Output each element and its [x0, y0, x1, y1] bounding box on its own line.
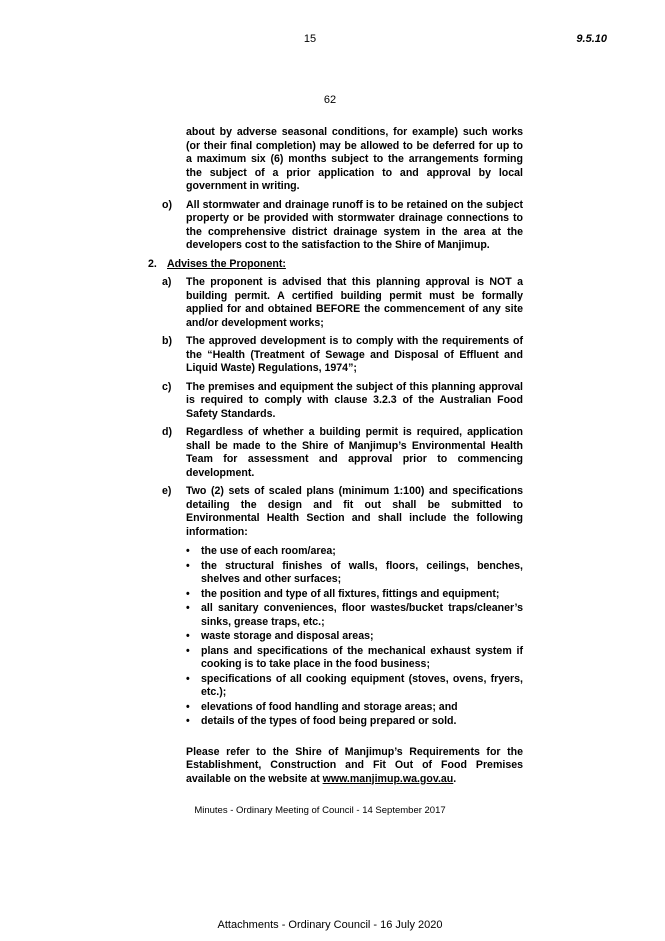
reference-paragraph — [148, 746, 523, 787]
item-text: The premises and equipment the subject of this planning approval is required to comply with clause 3.2.3 of the Australian Food Safety Standards. — [186, 380, 523, 420]
list-item: • specifications of all cooking equipment (stoves, ovens, fryers, etc.); — [186, 672, 523, 698]
item-label: c) — [162, 380, 172, 393]
advice-item-a — [148, 276, 523, 330]
item-label: o) — [162, 198, 172, 211]
continuation-paragraph: about by adverse seasonal conditions, for example) such works (or their final completion) may be allowed to be deferred for up to a maximum six (6) months subject to the arrangements forming the subject of a prior application to and approval by local government in writing. — [186, 126, 523, 192]
bullet-icon: • — [186, 559, 190, 572]
item-label: d) — [162, 426, 172, 438]
item-reference: 9.5.10 — [576, 33, 607, 45]
item-text: The proponent is advised that this planning approval is NOT a building permit. A certified building permit must be formally applied for and obtained BEFORE the commencement of any site and/or development works; — [186, 276, 523, 329]
bullet-icon: • — [186, 672, 190, 685]
bullet-icon: • — [186, 715, 190, 727]
inner-page-number: 62 — [323, 94, 337, 106]
document-body — [148, 126, 523, 786]
item-text: Regardless of whether a building permit is required, application shall be made to the Shire of Manjimup’s Environmental Health Team for assessment and approval prior to commencing development. — [186, 426, 523, 479]
page-number: 15 — [303, 33, 317, 45]
bullet-icon: • — [186, 545, 190, 557]
section-heading — [148, 258, 523, 272]
list-item: • the position and type of all fixtures, fittings and equipment; — [186, 587, 500, 600]
item-text: Two (2) sets of scaled plans (minimum 1:100) and specifications detailing the design and fit out shall be submitted to Environmental Health Section and shall include the following information: — [186, 485, 523, 538]
section-title: Advises the Proponent: — [167, 257, 286, 270]
section-number: 2. — [148, 257, 157, 270]
advice-item-c — [148, 381, 523, 422]
list-item: • the use of each room/area; — [186, 545, 336, 557]
reference-text: Please refer to the Shire of Manjimup’s Requirements for the Establishment, Construction and Fit Out of Food Premises available on the website at — [186, 745, 523, 785]
item-text: The approved development is to comply with the requirements of the “Health (Treatment of Sewage and Disposal of Effluent and Liquid Waste) Regulations, 1974”; — [186, 335, 523, 374]
bullet-icon: • — [186, 602, 190, 614]
item-label: a) — [162, 276, 172, 288]
list-item: • waste storage and disposal areas; — [186, 630, 374, 642]
bullet-icon: • — [186, 587, 190, 600]
item-label: e) — [162, 485, 172, 497]
list-item: • all sanitary conveniences, floor wastes/bucket traps/cleaner’s sinks, grease traps, etc.; — [186, 602, 523, 628]
list-item: • plans and specifications of the mechanical exhaust system if cooking is to take place in the food business; — [186, 644, 523, 670]
bullet-icon: • — [186, 700, 190, 713]
condition-item-o — [148, 199, 523, 253]
item-label: b) — [162, 335, 172, 347]
list-item: • elevations of food handling and storage areas; and — [186, 700, 458, 713]
advice-item-b — [148, 335, 523, 376]
list-item: • details of the types of food being prepared or sold. — [186, 715, 457, 727]
bullet-icon: • — [186, 630, 190, 642]
page-footer: Attachments - Ordinary Council - 16 July 2020 — [217, 919, 443, 931]
minutes-footer: Minutes - Ordinary Meeting of Council - 14 September 2017 — [194, 805, 446, 816]
list-item: • the structural finishes of walls, floors, ceilings, benches, shelves and other surfaces; — [186, 559, 523, 585]
reference-end: . — [453, 772, 457, 785]
bullet-icon: • — [186, 644, 190, 657]
requirements-list — [186, 545, 523, 729]
item-text: All stormwater and drainage runoff is to be retained on the subject property or be provided with stormwater drainage connections to the comprehensive district drainage system in the area at the developers cost to the satisfaction to the Shire of Manjimup. — [186, 198, 523, 251]
advice-item-d — [148, 426, 523, 480]
website-link[interactable]: www.manjimup.wa.gov.au — [322, 772, 454, 785]
advice-item-e — [148, 485, 523, 729]
